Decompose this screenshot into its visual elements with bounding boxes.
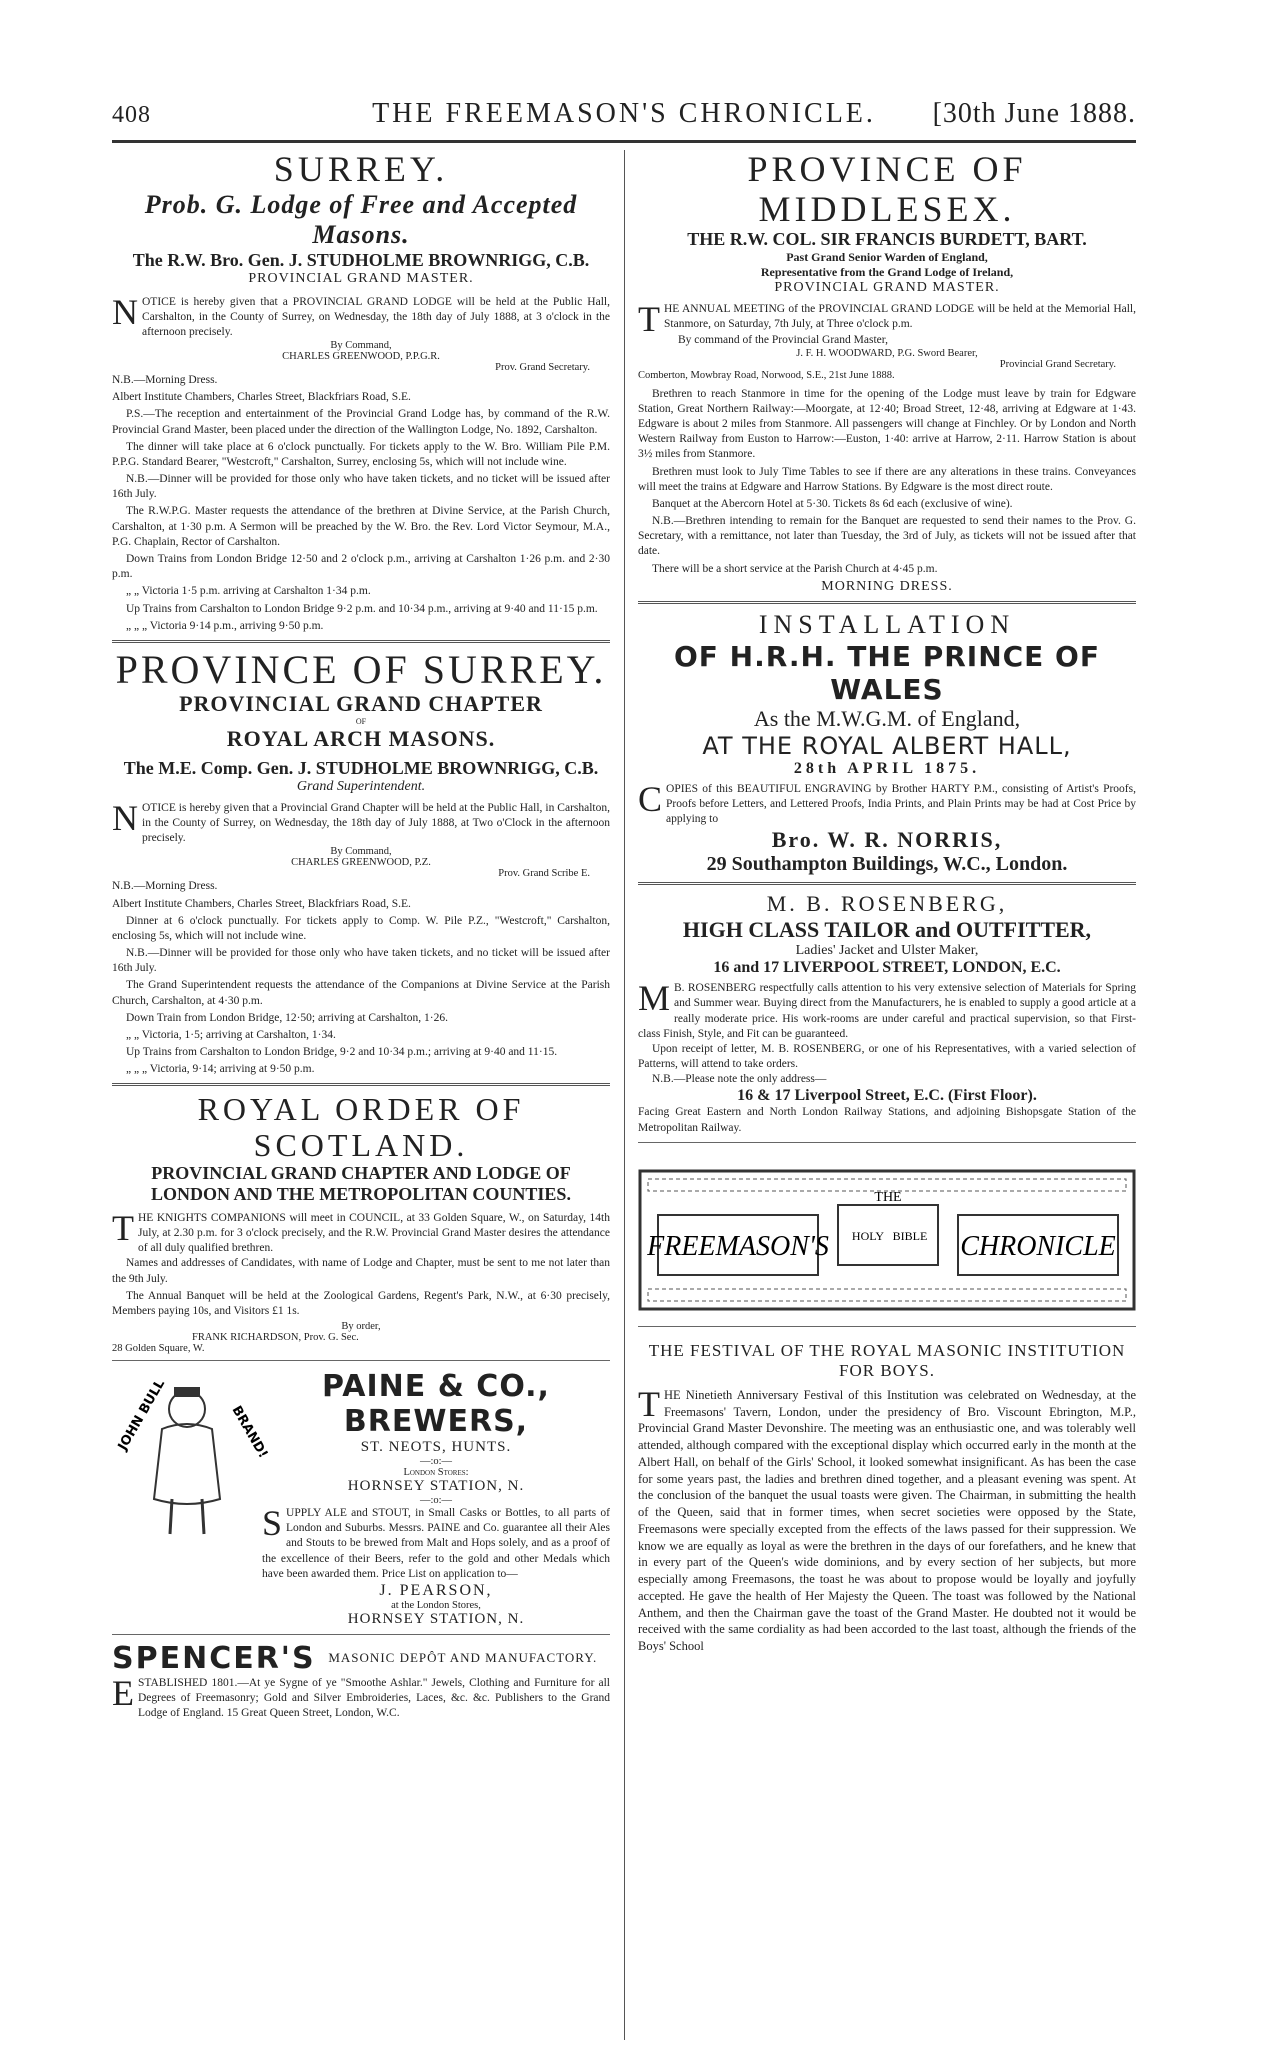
john-bull-illustration [112,1369,271,1519]
prov-surrey-details: N.B.—Morning Dress. Albert Institute Chambers, Charles Street, Blackfriars Road, S.E. Dinner at 6 o'clock punctually. For tickets apply to Comp. W. Pile P.Z., "Westcroft," Carshalton, enclosing 5s, which will not include wine. N.B.—Dinner will be provided for those only who have taken tickets, and no ticket will be issued after 16th July. The Grand Superintendent requests the attendance of the Companions at Divine Service at the Parish Church, Carshalton, at 4·30 p.m. Down Train from London Bridge, 12·50; arriving at Carshalton, 1·26. „ „ Victoria, 1·5; arriving at Carshalton, 1·34. Up Trains from Carshalton to London Bridge, 9·2 and 10·34 p.m.; arriving at 9·40 and 11·15. „ „ „ Victoria, 9·14; arriving at 9·50 p.m. [112,880,610,1076]
dropcap-t: T [112,1207,134,1248]
surrey-signer-role: Prov. Grand Secretary. [495,362,590,374]
middlesex-by-command: By command of the Provincial Grand Master, [678,333,889,346]
right-column [638,150,1136,1655]
dropcap-e: E [112,1672,134,1713]
paine-text [262,1369,610,1628]
scotland-address: 28 Golden Square, W. [112,1343,205,1355]
prov-surrey-by-command: By Command, [330,846,392,858]
brand-label: BRAND! [228,1403,271,1461]
svg-text:THE: THE [874,1189,902,1205]
spencer-advert [112,1641,610,1722]
surrey-master: The R.W. Bro. Gen. J. STUDHOLME BROWNRIGG, C.B. [132,249,590,270]
installation-prince: OF H.R.H. THE PRINCE OF WALES [674,639,1100,706]
paine-agent: J. PEARSON, [379,1581,493,1599]
dropcap-n2: N [112,797,138,838]
installation-as: As the M.W.G.M. of England, [753,705,1021,731]
prov-surrey-of: OF [355,716,367,726]
paine-advert [112,1369,610,1628]
middlesex-title: PROVINCE OF MIDDLESEX. [747,149,1027,229]
issue-date: [30th June 1888. [932,98,1136,129]
dropcap-s: S [262,1503,283,1544]
rosenberg-nb: N.B.—Please note the only address— [652,1073,827,1086]
scotland-by-order: By order, [341,1321,381,1333]
prov-surrey-comp: The M.E. Comp. Gen. J. STUDHOLME BROWNRIGG, C.B. [123,757,599,778]
rosenberg-head: HIGH CLASS TAILOR and OUTFITTER, [682,917,1092,943]
surrey-by-command: By Command, [330,340,392,352]
paine-body: SUPPLY ALE and STOUT, in Small Casks or Bottles, to all parts of London and Suburbs. Messrs. PAINE and Co. guarantee all their Ales and Stouts to be brewed from Malt and Hops solely, and as a proof of the excellence of their Beers, refer to the gold and other Medals which have been awarded them. Price List on application to— [262,1503,610,1580]
dropcap-n: N [112,291,138,332]
rosenberg-para2: Upon receipt of letter, M. B. ROSENBERG, or one of his Representatives, with a varied selection of Patterns, will attend to take orders. [638,1042,1136,1071]
installation-addr: 29 Southampton Buildings, W.C., London. [706,853,1068,876]
rosenberg-addr: 16 and 17 LIVERPOOL STREET, LONDON, E.C. [713,959,1061,977]
prov-surrey-notice: NOTICE is hereby given that a Provincial Grand Chapter will be held at the Public Hall, in Carshalton, in the County of Surrey, on Wednesday, the 18th day of July 1888, at Two o'Clock in the afternoon precisely. [112,797,610,845]
paine-divider2: —:o:— [419,1495,453,1507]
page-number: 408 [112,102,151,128]
john-bull-label: JOHN BULL [115,1377,169,1454]
middlesex-details: Brethren to reach Stanmore in time for the opening of the Lodge must leave by train for Edgware Station, Great Northern Railway:—Moorgate, at 12·40; Broad Street, 12·48, arriving at Edgware at 1·43. Edgware is about 2 miles from Stanmore. All passengers will change at Finchley. Or by London and North Western Railway from Euston to Harrow:—Euston, 1·40: arrive at Harrow, 2·11. Harrow Station is about 3½ miles from Stanmore. Brethren must look to July Time Tables to see if there are any alterations in these trains. Conveyances will meet the trains at Edgware and Harrow Stations. By Edgware is the most direct route. Banquet at the Abercorn Hotel at 5·30. Tickets 8s 6d each (exclusive of wine). N.B.—Brethren intending to remain for the Banquet are requested to send their names to the Prov. G. Secretary, with a remittance, not later than Tuesday, the 3rd of July, as tickets will not be issued after that date. There will be a short service at the Parish Church at 4·45 p.m. [638,387,1136,575]
john-bull-icon [112,1369,271,1539]
middlesex-sub1: Past Grand Senior Warden of England, [786,250,988,265]
scotland-details: Names and addresses of Candidates, with name of Lodge and Chapter, must be sent to me not later than the 9th July. The Annual Banquet will be held at the Zoological Gardens, Regent's Park, N.W., at 6·30 precisely, Members paying 10s, and Visitors £1 1s. [112,1257,610,1317]
prov-surrey-sub2: ROYAL ARCH MASONS. [226,725,496,751]
paine-station2: HORNSEY STATION, N. [347,1610,525,1627]
installation-hall: AT THE ROYAL ALBERT HALL, [702,731,1072,760]
header-rule [112,140,1136,143]
left-column [112,150,610,1721]
divider [638,1142,1136,1143]
prov-surrey-comp-sub: Grand Superintendent. [296,778,426,794]
dropcap-t2: T [638,299,660,340]
middlesex-sub2: Representative from the Grand Lodge of Ireland, [760,265,1014,280]
surrey-title: SURREY. [273,149,449,189]
page-header [112,96,1136,136]
middlesex-sub3: PROVINCIAL GRAND MASTER. [774,280,1000,296]
middlesex-notice: THE ANNUAL MEETING of the PROVINCIAL GRAND LODGE will be held at the Memorial Hall, Stanmore, on Saturday, 7th July, at Three o'clock p.m. [638,299,1136,340]
festival-body: THE Ninetieth Anniversary Festival of this Institution was celebrated on Wednesday, at the Freemasons' Tavern, London, under the presidency of Bro. Viscount Ebrington, M.P., Provincial Grand Master Devonshire. The meeting was an enthusiastic one, and was tolerably well attended, although compared with the exceptional display which occurred early in the month at the Albert Hall, on behalf of the Girls' School, it looked somewhat insignificant. As has been the case for some years past, the ladies and brethren dined together, and a pleasant evening was spent. At the conclusion of the banquet the usual toasts were given. The Chairman, in submitting the health of the Queen, said that in former times, when secret societies were opposed by the State, Freemasons were specially excepted from the effects of the laws passed for their suppression. We know we are equally as loyal as were the brethren in the days of our forefathers, and he knew that in every part of the Queen's wide dominions, and by every section of her subjects, but more especially among Freemasons, the toast he was about to propose would be loyally and joyfully accepted. He gave the health of Her Majesty the Queen. The toast was followed by the National Anthem, and then the Chairman gave the toast of the Grand Master. He doubted not it would be received with the same cordiality as had been accorded to the last toast, although the friends of the Boys' School [638,1383,1136,1654]
surrey-signer: CHARLES GREENWOOD, P.P.G.R. [282,351,440,363]
divider [638,882,1136,885]
scotland-title: ROYAL ORDER OF SCOTLAND. [197,1091,525,1163]
surrey-notice: NOTICE is hereby given that a PROVINCIAL GRAND LODGE will be held at the Public Hall, Carshalton, in the County of Surrey, on Wednesday, the 18th day of July 1888, at 3 o'clock in the afternoon precisely. [112,291,610,338]
rosenberg-name: M. B. ROSENBERG, [766,891,1008,917]
surrey-gothic-heading: Prob. G. Lodge of Free and Accepted Masons. [144,189,578,249]
svg-text:HOLY: HOLY [851,1228,885,1243]
rosenberg-body: M B. ROSENBERG respectfully calls attention to his very extensive selection of Materials for Spring and Summer wear. Buying direct from the Manufacturers, he is enabled to supply a good article at a really moderate price. His work-rooms are under careful and practical supervision, so that First-class Finish, Style, and Fit can be guaranteed. [638,978,1136,1040]
installation-date: 28th APRIL 1875. [793,759,981,777]
middlesex-dress: MORNING DRESS. [821,578,953,594]
dropcap-m: M [638,978,671,1019]
rosenberg-facing: Facing Great Eastern and North London Railway Stations, and adjoining Bishopsgate Station of the Metropolitan Railway. [638,1106,1136,1134]
freemasons-chronicle-logo [638,1165,1136,1315]
middlesex-signer: J. F. H. WOODWARD, P.G. Sword Bearer, [796,347,978,359]
prov-surrey-title: PROVINCE OF SURREY. [115,646,607,692]
divider [638,601,1136,604]
paine-divider: —:o:— [419,1456,453,1468]
surrey-details: N.B.—Morning Dress. Albert Institute Chambers, Charles Street, Blackfriars Road, S.E. P.S.—The reception and entertainment of the Provincial Grand Lodge has, by command of the R.W. Provincial Grand Master, been placed under the direction of the Wallington Lodge, No. 1892, Carshalton. The dinner will take place at 6 o'clock punctually. For tickets apply to the W. Bro. William Pile P.M. P.P.G. Standard Bearer, "Westcroft," Carshalton, Surrey, enclosing 5s, which will not include wine. N.B.—Dinner will be provided for those only who have taken tickets, and no ticket will be issued after 16th July. The R.W.P.G. Master requests the attendance of the brethren at Divine Service, at the Parish Church, Carshalton, at 1·30 p.m. A Sermon will be preached by the W. Bro. the Rev. Lord Victor Seymour, M.A., P.G. Chaplain, Rector of Carshalton. Down Trains from London Bridge 12·50 and 2 o'clock p.m., arriving at Carshalton 1·26 p.m. and 2·30 p.m. „ „ Victoria 1·5 p.m. arriving at Carshalton 1·34 p.m. Up Trains from Carshalton to London Bridge 9·2 p.m. and 10·34 p.m., arriving at 9·40 and 11·15 p.m. „ „ „ Victoria 9·14 p.m., arriving 9·50 p.m. [112,374,610,632]
spencer-body: ESTABLISHED 1801.—At ye Sygne of ye "Smoothe Ashlar." Jewels, Clothing and Furniture for all Degrees of Freemasonry; Gold and Silver Embroideries, Laces, &c. &c. Publishers to the Grand Lodge of England. 15 Great Queen Street, London, W.C. [112,1672,610,1720]
scotland-sub: PROVINCIAL GRAND CHAPTER AND LODGE OF LONDON AND THE METROPOLITAN COUNTIES. [151,1162,571,1204]
publication-title: THE FREEMASON'S CHRONICLE. [372,98,876,129]
prov-surrey-signer-role: Prov. Grand Scribe E. [498,868,590,880]
divider [112,1634,610,1635]
dropcap-c: C [638,778,663,819]
column-divider [624,150,625,2040]
middlesex-head: THE R.W. COL. SIR FRANCIS BURDETT, BART. [687,229,1087,250]
prov-surrey-signer: CHARLES GREENWOOD, P.Z. [291,857,431,869]
installation-bro: Bro. W. R. NORRIS, [771,827,1003,853]
divider [112,1360,610,1361]
prov-surrey-sub1: PROVINCIAL GRAND CHAPTER [179,690,543,716]
installation-title: INSTALLATION [758,609,1016,639]
installation-notice: COPIES of this BEAUTIFUL ENGRAVING by Brother HARTY P.M., consisting of Artist's Proofs, Proofs before Letters, and Lettered Proofs, India Prints, and Plain Prints may be had at Cost Price by applying to [638,778,1136,826]
scotland-signer: FRANK RICHARDSON, Prov. G. Sec. [192,1332,359,1344]
paine-station: HORNSEY STATION, N. [347,1478,525,1495]
festival-title: THE FESTIVAL OF THE ROYAL MASONIC INSTITUTION FOR BOYS. [648,1340,1126,1380]
spencer-tag: MASONIC DEPÔT AND MANUFACTORY. [328,1650,598,1666]
divider [112,640,610,643]
rosenberg-addr2: 16 & 17 Liverpool Street, E.C. (First Floor). [737,1087,1037,1105]
surrey-master-title: PROVINCIAL GRAND MASTER. [248,270,474,286]
paine-town: ST. NEOTS, HUNTS. [360,1439,512,1456]
paine-agent-sub: at the London Stores, [391,1599,481,1611]
svg-text:BIBLE: BIBLE [892,1228,928,1243]
paine-stores-label: London Stores: [403,1467,469,1479]
middlesex-signer-role: Provincial Grand Secretary. [999,358,1116,370]
svg-text:FREEMASON'S: FREEMASON'S [647,1230,829,1262]
spencer-name: SPENCER'S [112,1640,316,1676]
rosenberg-maker: Ladies' Jacket and Ulster Maker, [795,943,979,959]
newspaper-page [112,96,1136,2042]
divider [112,1083,610,1086]
svg-text:CHRONICLE: CHRONICLE [960,1230,1116,1262]
scotland-notice: THE KNIGHTS COMPANIONS will meet in COUNCIL, at 33 Golden Square, W., on Saturday, 14th July, at 2.30 p.m. for 3 o'clock precisely, and the R.W. Provincial Grand Master desires the attendance of all duly qualified brethren. [112,1207,610,1255]
middlesex-address: Comberton, Mowbray Road, Norwood, S.E., 21st June 1888. [638,369,895,381]
dropcap-t3: T [638,1383,660,1424]
paine-title: PAINE & CO., BREWERS, [322,1369,550,1440]
divider [638,1326,1136,1327]
